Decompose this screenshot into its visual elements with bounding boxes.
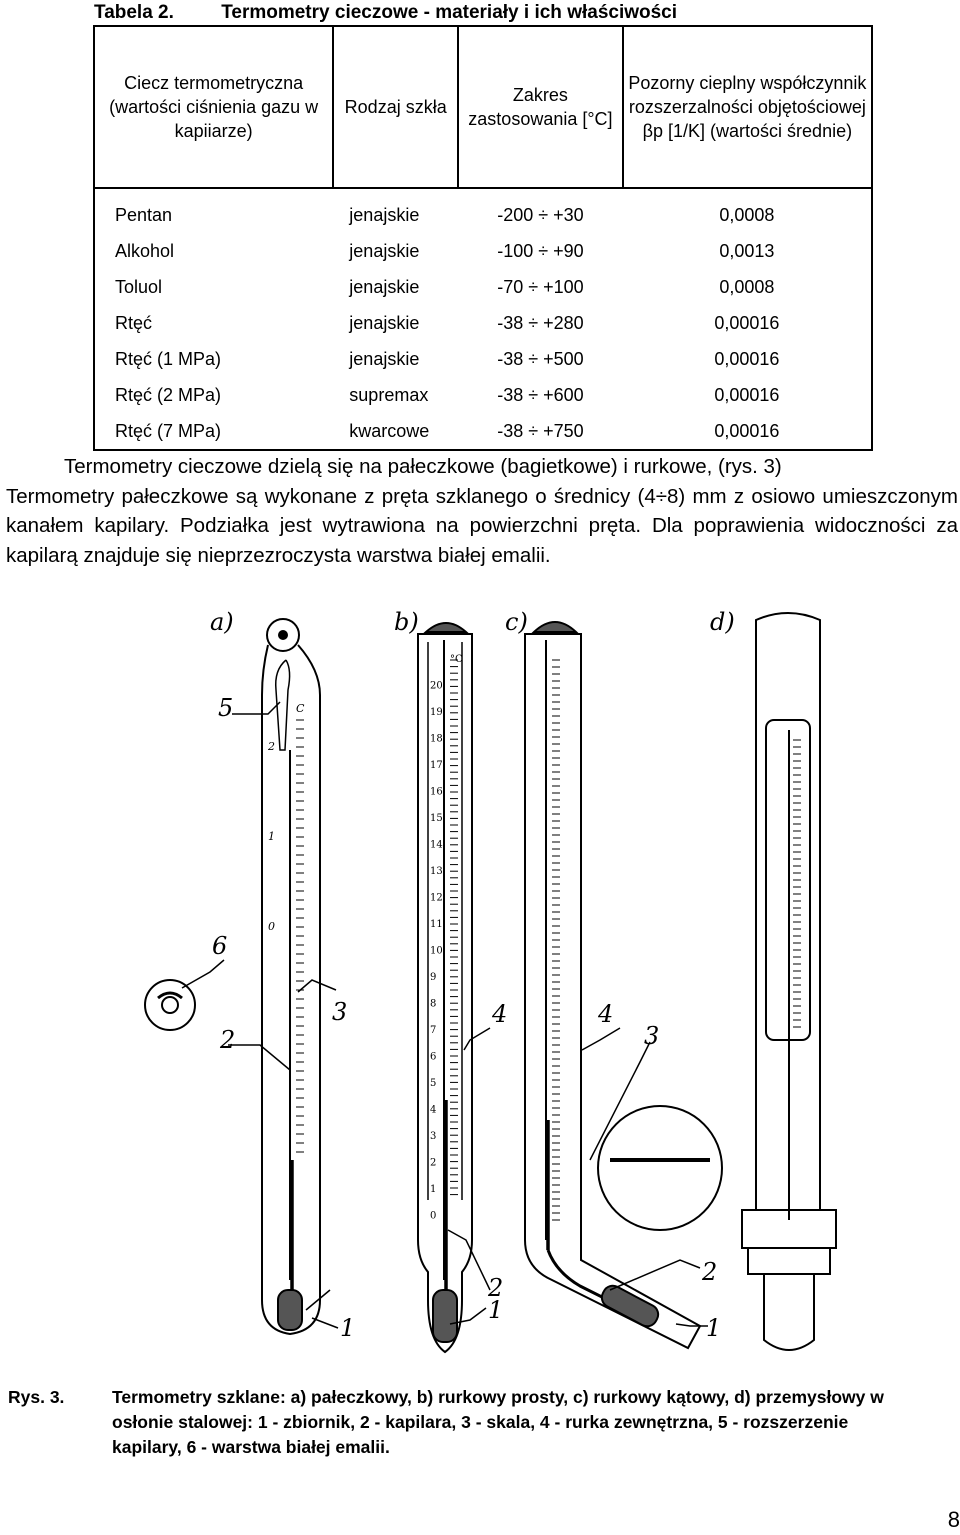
header-range: Zakres zastosowania [°C] bbox=[458, 26, 623, 188]
scale-b-label: 6 bbox=[430, 1051, 437, 1063]
scale-a-label: 1 bbox=[268, 830, 275, 843]
table-title: Termometry cieczowe - materiały i ich właściwości bbox=[221, 2, 678, 23]
cell-liquid: Rtęć (2 MPa) bbox=[94, 377, 333, 413]
cell-coefficient: 0,00016 bbox=[623, 305, 872, 341]
panel-label-a: a) bbox=[210, 608, 234, 636]
table-row bbox=[94, 377, 872, 413]
cell-range: -38 ÷ +750 bbox=[458, 413, 623, 450]
cell-range: -38 ÷ +600 bbox=[497, 384, 584, 405]
table-row bbox=[94, 305, 872, 341]
cell-coefficient: 0,0008 bbox=[623, 269, 872, 305]
scale-b-label: 12 bbox=[430, 892, 443, 904]
scale-b-label: 5 bbox=[430, 1078, 437, 1089]
scale-b-label: 4 bbox=[430, 1104, 437, 1116]
cell-liquid: Toluol bbox=[94, 269, 333, 305]
panel-label-d: d) bbox=[710, 608, 735, 636]
callout-3c: 3 bbox=[644, 1022, 660, 1050]
page-number: 8 bbox=[947, 1507, 960, 1532]
cell-range: -38 ÷ +500 bbox=[497, 348, 584, 369]
cell-liquid: Pentan bbox=[94, 197, 333, 233]
header-coefficient: Pozorny cieplny współczynnik rozszerzalności objętościowej βp [1/K] (wartości średnie) bbox=[623, 26, 872, 188]
thermometer-figure bbox=[0, 600, 960, 1380]
table-row bbox=[94, 413, 872, 450]
scale-b-label: 14 bbox=[430, 839, 443, 851]
scale-a-label: 0 bbox=[268, 920, 275, 933]
scale-b-label: 18 bbox=[430, 733, 443, 745]
cell-coefficient: 0,0008 bbox=[623, 197, 872, 233]
cell-liquid: Rtęć (7 MPa) bbox=[94, 413, 333, 450]
paragraph-line: Termometry pałeczkowe są wykonane z pręta szklanego o średnicy (4÷8) mm z osiowo umieszczonym kanałem kapilary. Podziałka jest wytrawiona na powierzchni pręta. Dla poprawienia widoczności za kapilarą znajduje się nieprzezroczysta warstwa białej emalii. bbox=[6, 484, 958, 567]
callout-6: 6 bbox=[212, 932, 228, 960]
callout-2c: 2 bbox=[702, 1258, 718, 1286]
table-header-row bbox=[94, 26, 872, 188]
scale-b-label: 17 bbox=[430, 760, 443, 771]
scale-b-label: 9 bbox=[430, 972, 437, 983]
scale-b-label: 3 bbox=[430, 1131, 437, 1142]
cell-glass: supremax bbox=[349, 384, 429, 405]
enamel-section bbox=[145, 980, 195, 1030]
scale-b-label: 1 bbox=[430, 1184, 437, 1195]
thermometer-c bbox=[525, 622, 722, 1348]
scale-b-label: 2 bbox=[430, 1157, 437, 1169]
cell-glass: jenajskie bbox=[349, 312, 420, 333]
table-caption bbox=[94, 2, 677, 24]
scale-b-label: 15 bbox=[430, 813, 443, 824]
cell-liquid: Alkohol bbox=[94, 233, 333, 269]
callout-2b: 2 bbox=[488, 1274, 504, 1302]
callout-1: 1 bbox=[340, 1314, 356, 1342]
cell-range: -100 ÷ +90 bbox=[497, 240, 584, 261]
callout-5: 5 bbox=[218, 694, 234, 722]
cell-range: -38 ÷ +280 bbox=[497, 312, 584, 333]
thermometer-d bbox=[742, 613, 836, 1350]
scale-b-label: 10 bbox=[430, 945, 443, 957]
paragraph-line: Termometry cieczowe dzielą się na pałeczkowe (bagietkowe) i rurkowe, (rys. 3) bbox=[64, 455, 782, 478]
panel-label-b: b) bbox=[394, 608, 419, 636]
properties-table bbox=[93, 25, 873, 451]
cell-glass: jenajskie bbox=[349, 204, 420, 225]
callout-3: 3 bbox=[332, 998, 348, 1026]
scale-b-label: 0 bbox=[430, 1210, 437, 1222]
callout-1b: 1 bbox=[488, 1296, 504, 1324]
cell-range: -200 ÷ +30 bbox=[497, 204, 584, 225]
table-row bbox=[94, 341, 872, 377]
header-liquid: Ciecz termometryczna (wartości ciśnienia gazu w kapiiarze) bbox=[94, 26, 333, 188]
scale-b-label: 20 bbox=[430, 680, 443, 692]
cell-glass: jenajskie bbox=[349, 276, 420, 297]
cell-glass: jenajskie bbox=[349, 240, 420, 261]
table-label: Tabela 2. bbox=[94, 2, 174, 23]
table-row bbox=[94, 197, 872, 233]
scale-b-label: 16 bbox=[430, 786, 443, 798]
figure-caption-label: Rys. 3. bbox=[8, 1387, 65, 1407]
scale-a-label: C bbox=[296, 702, 305, 715]
scale-b-label: 13 bbox=[430, 866, 443, 877]
cell-liquid: Rtęć bbox=[94, 305, 333, 341]
scale-b-label: 7 bbox=[430, 1025, 437, 1036]
scale-a-label: 2 bbox=[268, 740, 275, 753]
callout-1c: 1 bbox=[706, 1314, 722, 1342]
cell-glass: jenajskie bbox=[349, 348, 420, 369]
cell-liquid: Rtęć (1 MPa) bbox=[94, 341, 333, 377]
thermometer-b bbox=[418, 623, 472, 1352]
scale-b-label: °C bbox=[450, 654, 463, 665]
header-glass: Rodzaj szkła bbox=[333, 26, 458, 188]
callout-4c: 4 bbox=[598, 1000, 614, 1028]
cell-range: -70 ÷ +100 bbox=[497, 276, 584, 297]
callout-4: 4 bbox=[492, 1000, 508, 1028]
scale-b-label: 11 bbox=[430, 919, 443, 930]
table-row bbox=[94, 269, 872, 305]
figure-caption-text: Termometry szklane: a) pałeczkowy, b) rurkowy prosty, c) rurkowy kątowy, d) przemysłowy w osłonie stalowej: 1 - zbiornik, 2 - kapilara, 3 - skala, 4 - rurka zewnętrzna, 5 - rozszerzenie kapilary, 6 - warstwa białej emalii. bbox=[112, 1387, 884, 1457]
scale-b-label: 19 bbox=[430, 707, 443, 718]
cell-coefficient: 0,00016 bbox=[623, 341, 872, 377]
thermometer-a bbox=[262, 619, 320, 1334]
cell-coefficient: 0,00016 bbox=[623, 413, 872, 450]
callout-2: 2 bbox=[220, 1026, 236, 1054]
cell-glass: kwarcowe bbox=[333, 413, 458, 450]
body-text bbox=[6, 452, 958, 570]
scale-b-label: 8 bbox=[430, 998, 437, 1010]
panel-label-c: c) bbox=[505, 608, 528, 636]
cell-coefficient: 0,00016 bbox=[623, 377, 872, 413]
cell-coefficient: 0,0013 bbox=[623, 233, 872, 269]
table-row bbox=[94, 233, 872, 269]
